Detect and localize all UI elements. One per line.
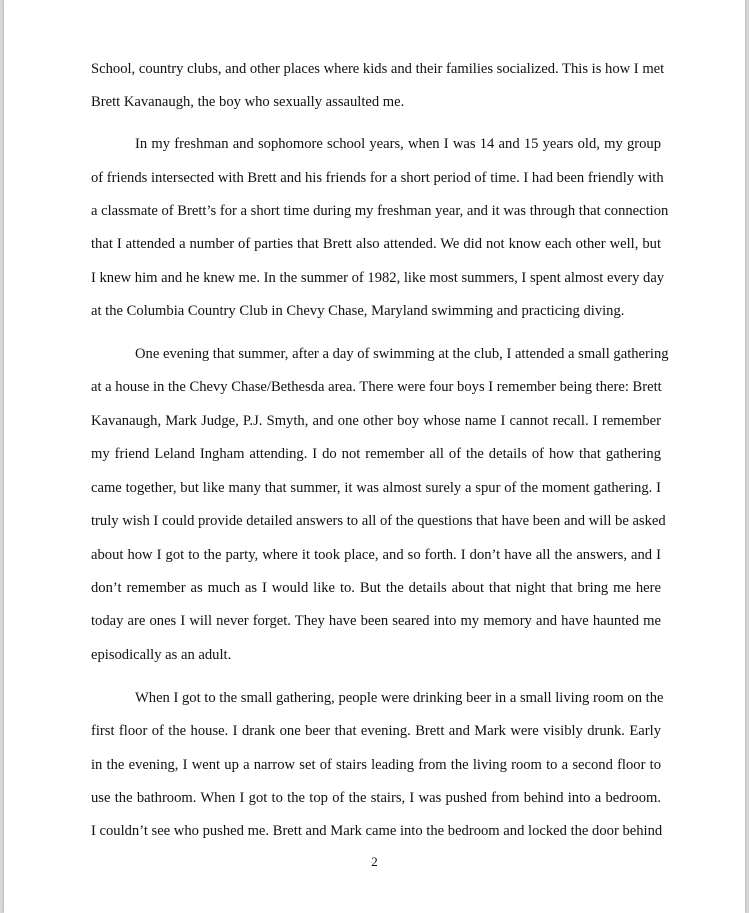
text-line: School, country clubs, and other places where kids and their families socialized. This is how I met [91,61,665,77]
text-line: of friends intersected with Brett and his friends for a short period of time. I had been friendly with [91,170,664,186]
text-line: at the Columbia Country Club in Chevy Chase, Maryland swimming and practicing diving. [91,303,625,319]
text-line: Brett Kavanaugh, the boy who sexually assaulted me. [91,94,405,110]
text-line: about how I got to the party, where it took place, and so forth. I don’t have all the answers, and I [91,547,661,563]
page-number: 2 [371,854,378,869]
text-line: first floor of the house. I drank one beer that evening. Brett and Mark were visibly drunk. Early [91,723,661,739]
document-page [4,0,745,913]
text-line: episodically as an adult. [91,647,232,663]
text-line: One evening that summer, after a day of swimming at the club, I attended a small gathering [135,346,669,362]
text-line: came together, but like many that summer, it was almost surely a spur of the moment gathering. I [91,480,661,496]
text-line: Kavanaugh, Mark Judge, P.J. Smyth, and one other boy whose name I cannot recall. I remember [91,413,661,429]
text-line: use the bathroom. When I got to the top of the stairs, I was pushed from behind into a bedroom. [91,790,661,806]
text-line: truly wish I could provide detailed answers to all of the questions that have been and will be asked [91,513,666,529]
text-line: that I attended a number of parties that Brett also attended. We did not know each other well, but [91,236,661,252]
text-line: a classmate of Brett’s for a short time during my freshman year, and it was through that connection [91,203,669,219]
text-line: I couldn’t see who pushed me. Brett and Mark came into the bedroom and locked the door behind [91,823,663,839]
text-line: When I got to the small gathering, people were drinking beer in a small living room on the [135,690,664,706]
text-line: at a house in the Chevy Chase/Bethesda area. There were four boys I remember being there: Brett [91,379,662,395]
text-line: In my freshman and sophomore school years, when I was 14 and 15 years old, my group [135,136,661,152]
text-line: my friend Leland Ingham attending. I do not remember all of the details of how that gathering [91,446,661,462]
text-line: I knew him and he knew me. In the summer of 1982, like most summers, I spent almost every day [91,270,665,286]
text-line: don’t remember as much as I would like to. But the details about that night that bring me here [91,580,661,596]
text-line: in the evening, I went up a narrow set of stairs leading from the living room to a second floor to [91,757,661,773]
text-line: today are ones I will never forget. They have been seared into my memory and have haunted me [91,613,661,629]
